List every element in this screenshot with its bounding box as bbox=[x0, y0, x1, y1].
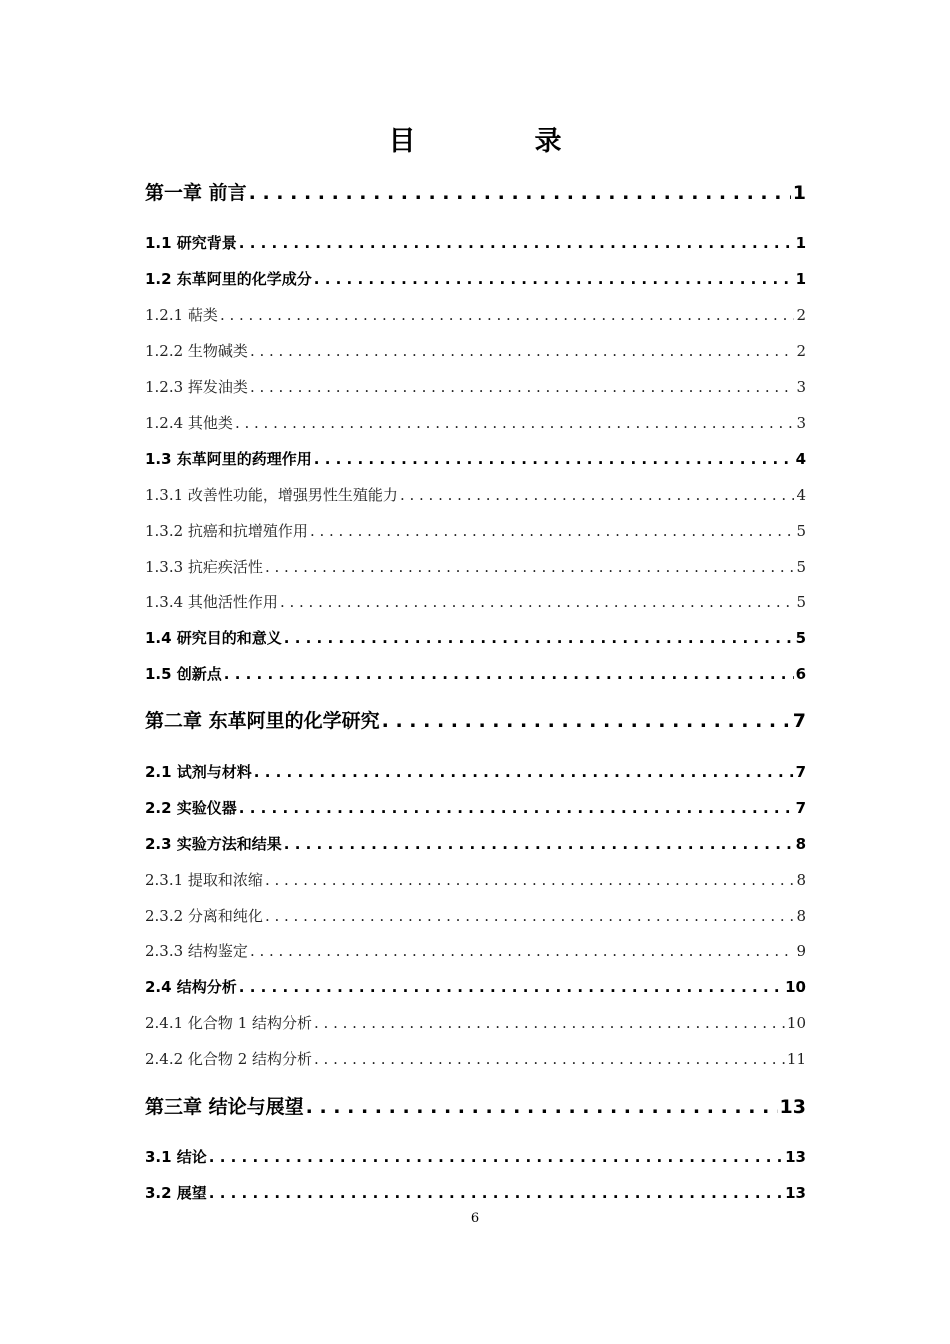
toc-entry-page: 8 bbox=[796, 907, 806, 925]
toc-entry-page: 3 bbox=[796, 378, 806, 396]
toc-entry-sub-2-4-1[interactable] bbox=[145, 1011, 806, 1035]
toc-entry-label: 1.2.3 挥发油类 bbox=[145, 378, 248, 396]
toc-entry-sub-1-3-4[interactable] bbox=[145, 590, 806, 614]
toc-entry-label: 2.3.1 提取和浓缩 bbox=[145, 871, 263, 889]
toc-entry-label: 2.3 实验方法和结果 bbox=[145, 835, 282, 853]
toc-entry-label: 1.2 东革阿里的化学成分 bbox=[145, 270, 312, 288]
toc-entry-label: 1.1 研究背景 bbox=[145, 234, 237, 252]
toc-entry-label: 2.1 试剂与材料 bbox=[145, 763, 252, 781]
toc-entry-sub-2-3-2[interactable] bbox=[145, 904, 806, 928]
toc-entry-section-1-5[interactable] bbox=[145, 662, 806, 686]
toc-entry-label: 3.1 结论 bbox=[145, 1148, 207, 1166]
toc-entry-page: 5 bbox=[796, 558, 806, 576]
toc-entry-sub-1-3-2[interactable] bbox=[145, 519, 806, 543]
toc-entry-label: 第一章 前言 bbox=[145, 182, 247, 204]
dot-leader bbox=[250, 375, 795, 399]
toc-entry-page: 1 bbox=[792, 182, 806, 204]
toc-entry-label: 1.2.1 萜类 bbox=[145, 306, 218, 324]
toc-entry-page: 13 bbox=[785, 1184, 806, 1202]
toc-entry-section-3-1[interactable] bbox=[145, 1145, 806, 1169]
toc-entry-page: 1 bbox=[795, 270, 806, 288]
toc-entry-section-2-3[interactable] bbox=[145, 832, 806, 856]
dot-leader bbox=[254, 760, 794, 784]
toc-entry-section-1-1[interactable] bbox=[145, 231, 806, 255]
toc-entry-label: 1.5 创新点 bbox=[145, 665, 222, 683]
toc-entry-label: 1.3 东革阿里的药理作用 bbox=[145, 450, 312, 468]
toc-entry-section-2-4[interactable] bbox=[145, 975, 806, 999]
toc-entry-page: 8 bbox=[795, 835, 806, 853]
toc-entry-page: 9 bbox=[796, 942, 806, 960]
toc-entry-page: 13 bbox=[779, 1096, 806, 1118]
toc-entry-label: 3.2 展望 bbox=[145, 1184, 207, 1202]
toc-entry-page: 8 bbox=[796, 871, 806, 889]
toc-entry-page: 11 bbox=[786, 1050, 806, 1068]
toc-entry-section-3-2[interactable] bbox=[145, 1181, 806, 1205]
toc-entry-label: 1.3.3 抗疟疾活性 bbox=[145, 558, 263, 576]
dot-leader bbox=[209, 1145, 783, 1169]
dot-leader bbox=[265, 868, 795, 892]
toc-entry-section-2-1[interactable] bbox=[145, 760, 806, 784]
toc-entry-label: 2.4.1 化合物 1 结构分析 bbox=[145, 1014, 313, 1032]
toc-entry-page: 4 bbox=[796, 486, 806, 504]
toc-entry-sub-1-2-1[interactable] bbox=[145, 303, 806, 327]
toc-entry-page: 10 bbox=[785, 978, 806, 996]
dot-leader bbox=[382, 706, 791, 736]
dot-leader bbox=[284, 626, 794, 650]
dot-leader bbox=[235, 411, 795, 435]
dot-leader bbox=[314, 1047, 785, 1071]
toc-entry-label: 1.2.2 生物碱类 bbox=[145, 342, 248, 360]
dot-leader bbox=[306, 1092, 778, 1122]
dot-leader bbox=[239, 975, 783, 999]
toc-entry-label: 1.3.4 其他活性作用 bbox=[145, 593, 278, 611]
toc-entry-chapter-1[interactable] bbox=[145, 178, 806, 208]
toc-entry-label: 1.2.4 其他类 bbox=[145, 414, 233, 432]
dot-leader bbox=[265, 555, 795, 579]
page-title: 目 录 bbox=[388, 126, 608, 157]
toc-entry-page: 6 bbox=[795, 665, 806, 683]
toc-entry-label: 2.3.2 分离和纯化 bbox=[145, 907, 263, 925]
dot-leader bbox=[239, 796, 794, 820]
toc-entry-page: 5 bbox=[795, 629, 806, 647]
dot-leader bbox=[209, 1181, 783, 1205]
toc-entry-label: 第三章 结论与展望 bbox=[145, 1096, 304, 1118]
dot-leader bbox=[239, 231, 794, 255]
toc-entry-sub-2-3-3[interactable] bbox=[145, 939, 806, 963]
dot-leader bbox=[280, 590, 795, 614]
dot-leader bbox=[314, 267, 794, 291]
dot-leader bbox=[314, 447, 794, 471]
toc-entry-page: 7 bbox=[795, 799, 806, 817]
toc-entry-section-1-2[interactable] bbox=[145, 267, 806, 291]
toc-entry-page: 5 bbox=[796, 593, 806, 611]
toc-entry-chapter-2[interactable] bbox=[145, 706, 806, 736]
toc-entry-label: 2.2 实验仪器 bbox=[145, 799, 237, 817]
dot-leader bbox=[224, 662, 794, 686]
toc-entry-label: 1.3.2 抗癌和抗增殖作用 bbox=[145, 522, 308, 540]
dot-leader bbox=[284, 832, 794, 856]
toc-entry-label: 2.4 结构分析 bbox=[145, 978, 237, 996]
toc-entry-page: 5 bbox=[796, 522, 806, 540]
toc-entry-section-1-3[interactable] bbox=[145, 447, 806, 471]
toc-entry-page: 1 bbox=[795, 234, 806, 252]
toc-entry-page: 4 bbox=[795, 450, 806, 468]
toc-entry-page: 3 bbox=[796, 414, 806, 432]
toc-entry-label: 2.3.3 结构鉴定 bbox=[145, 942, 248, 960]
toc-entry-sub-1-3-3[interactable] bbox=[145, 555, 806, 579]
toc-entry-label: 第二章 东革阿里的化学研究 bbox=[145, 710, 380, 732]
toc-entry-section-2-2[interactable] bbox=[145, 796, 806, 820]
dot-leader bbox=[310, 519, 795, 543]
dot-leader bbox=[265, 904, 795, 928]
dot-leader bbox=[250, 939, 795, 963]
toc-entry-page: 7 bbox=[795, 763, 806, 781]
toc-entry-sub-1-3-1[interactable] bbox=[145, 483, 806, 507]
toc-entry-chapter-3[interactable] bbox=[145, 1092, 806, 1122]
dot-leader bbox=[220, 303, 795, 327]
dot-leader bbox=[249, 178, 791, 208]
toc-entry-sub-1-2-2[interactable] bbox=[145, 339, 806, 363]
toc-entry-page: 7 bbox=[792, 710, 806, 732]
toc-entry-page: 13 bbox=[785, 1148, 806, 1166]
toc-entry-label: 1.4 研究目的和意义 bbox=[145, 629, 282, 647]
toc-entry-section-1-4[interactable] bbox=[145, 626, 806, 650]
toc-entry-page: 2 bbox=[796, 306, 806, 324]
toc-entry-sub-1-2-4[interactable] bbox=[145, 411, 806, 435]
dot-leader bbox=[314, 1011, 785, 1035]
toc-entry-sub-2-4-2[interactable] bbox=[145, 1047, 806, 1071]
toc-entry-sub-1-2-3[interactable] bbox=[145, 375, 806, 399]
toc-entry-page: 10 bbox=[786, 1014, 806, 1032]
dot-leader bbox=[250, 339, 795, 363]
page-number: 6 bbox=[470, 1211, 480, 1226]
toc-entry-sub-2-3-1[interactable] bbox=[145, 868, 806, 892]
toc-entry-page: 2 bbox=[796, 342, 806, 360]
toc-entry-label: 2.4.2 化合物 2 结构分析 bbox=[145, 1050, 313, 1068]
toc-entry-label: 1.3.1 改善性功能，增强男性生殖能力 bbox=[145, 486, 398, 504]
dot-leader bbox=[400, 483, 795, 507]
